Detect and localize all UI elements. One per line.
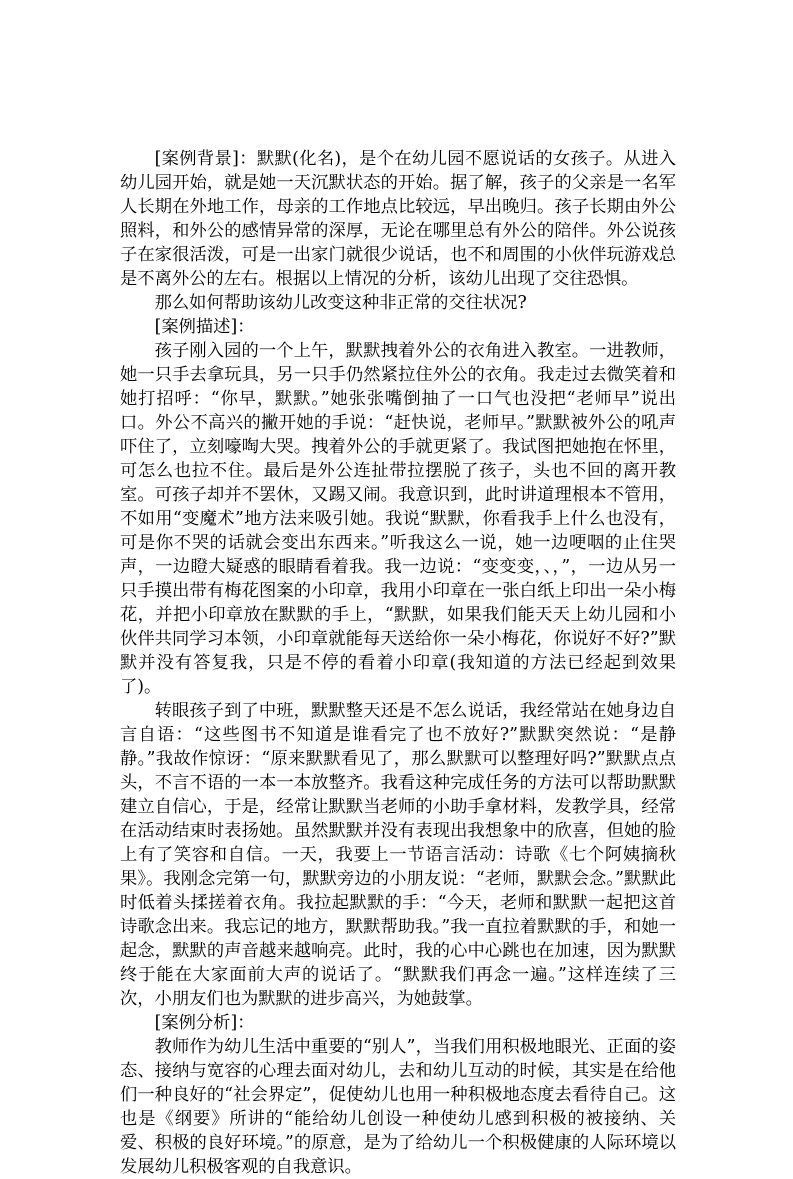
case-description-paragraph-1: 孩子刚入园的一个上午，默默拽着外公的衣角进入教室。一进教师，她一只手去拿玩具，另一只手仍然紧拉住外公的衣角。我走过去微笑着和她打招呼：“你早，默默。”她张张嘴倒抽了一口气也没把“老师早”说出口。外公不高兴的撇开她的手说：“赶快说，老师早。”默默被外公的吼声吓住了，立刻嚎啕大哭。拽着外公的手就更紧了。我试图把她抱在怀里，可怎么也拉不住。最后是外公连扯带拉摆脱了孩子，头也不回的离开教室。可孩子却并不罢休，又踢又闹。我意识到，此时讲道理根本不管用，不如用“变魔术”地方法来吸引她。我说“默默，你看我手上什么也没有，可是你不哭的话就会变出东西来。”听我这么一说，她一边哽咽的止住哭声，一边瞪大疑惑的眼睛看着我。我一边说：“变变变，、，”，一边从另一只手摸出带有梅花图案的小印章，我用小印章在一张白纸上印出一朵小梅花，并把小印章放在默默的手上，“默默，如果我们能天天上幼儿园和小伙伴共同学习本领，小印章就能每天送给你一朵小梅花，你说好不好?”默默并没有答复我，只是不停的看着小印章(我知道的方法已经起到效果了)。	[120, 341, 676, 697]
case-description-paragraph-2: 转眼孩子到了中班，默默整天还是不怎么说话，我经常站在她身边自言自语：“这些图书不知道是谁看完了也不放好?”默默突然说：“是静静。”我故作惊讶：“原来默默看见了，那么默默可以整理好吗?”默默点点头，不言不语的一本一本放整齐。我看这种完成任务的方法可以帮助默默建立自信心，于是，经常让默默当老师的小助手拿材料，发教学具，经常在活动结束时表扬她。虽然默默并没有表现出我想象中的欣喜，但她的脸上有了笑容和自信。一天，我要上一节语言活动：诗歌《七个阿姨摘秋果》。我刚念完第一句，默默旁边的小朋友说：“老师，默默会念。”默默此时低着头揉搓着衣角。我拉起默默的手：“今天，老师和默默一起把这首诗歌念出来。我忘记的地方，默默帮助我。”我一直拉着默默的手，和她一起念，默默的声音越来越响亮。此时，我的心中心跳也在加速，因为默默终于能在大家面前大声的说话了。“默默我们再念一遍。”这样连续了三次，小朋友们也为默默的进步高兴，为她鼓掌。	[120, 701, 676, 1009]
question-paragraph: 那么如何帮助该幼儿改变这种非正常的交往状况?	[154, 293, 527, 313]
case-description-heading: [案例描述]：	[154, 317, 255, 337]
case-analysis-heading: [案例分析]：	[154, 1013, 255, 1033]
document-page	[120, 147, 676, 1179]
case-analysis-paragraph: 教师作为幼儿生活中重要的“别人”，当我们用积极地眼光、正面的姿态、接纳与宽容的心理去面对幼儿，去和幼儿互动的时候，其实是在给他们一种良好的“社会界定”，促使幼儿也用一种积极地态度去看待自己。这也是《纲要》所讲的“能给幼儿创设一种使幼儿感到积极的被接纳、关爱、积极的良好环境。”的原意，是为了给幼儿一个积极健康的人际环境以发展幼儿积极客观的自我意识。	[120, 1037, 676, 1177]
case-background-paragraph: [案例背景]：默默(化名)，是个在幼儿园不愿说话的女孩子。从进入幼儿园开始，就是她一天沉默状态的开始。据了解，孩子的父亲是一名军人长期在外地工作，母亲的工作地点比较远，早出晚归。孩子长期由外公照料，和外公的感情异常的深厚，无论在哪里总有外公的陪伴。外公说孩子在家很活泼，可是一出家门就很少说话，也不和周围的小伙伴玩游戏总是不离外公的左右。根据以上情况的分析，该幼儿出现了交往恐惧。	[120, 149, 676, 289]
